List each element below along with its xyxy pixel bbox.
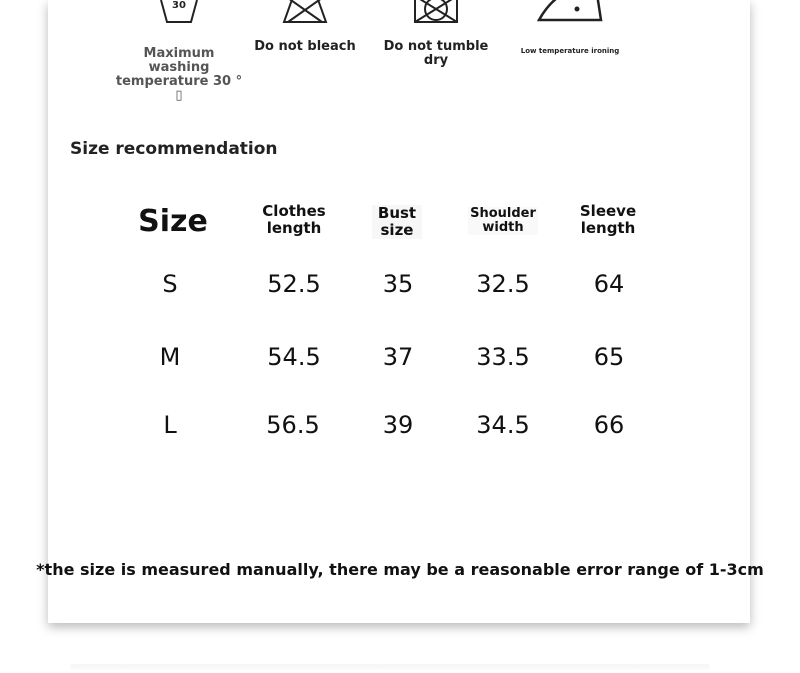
row-s-clothes-length: 52.5	[267, 270, 321, 298]
row-m-size: M	[159, 343, 181, 371]
care-bleach	[250, 0, 360, 54]
care-bleach-label: Do not bleach	[254, 39, 356, 54]
row-l-size: L	[163, 411, 177, 439]
row-l-shoulder: 34.5	[476, 411, 530, 439]
row-l-clothes-length: 56.5	[266, 411, 320, 439]
care-wash	[112, 0, 246, 103]
row-s-size: S	[162, 270, 178, 298]
care-tumble	[370, 0, 502, 68]
header-shoulder-width: Shoulder width	[468, 207, 538, 235]
care-iron-label: Low temperature ironing	[520, 47, 620, 55]
no-bleach-icon	[280, 0, 330, 24]
low-iron-icon	[535, 0, 605, 24]
measurement-note: *the size is measured manually, there may be a reasonable error range of 1-3cm	[36, 560, 764, 579]
next-section-edge	[70, 664, 710, 670]
row-l-bust: 39	[382, 411, 414, 439]
wash-tub-icon	[159, 0, 199, 24]
row-s-sleeve: 64	[593, 270, 625, 298]
row-s-shoulder: 32.5	[476, 270, 530, 298]
care-iron	[520, 0, 620, 58]
header-sleeve-length: Sleeve length	[579, 202, 637, 237]
row-m-bust: 37	[382, 343, 414, 371]
header-clothes-length: Clothes length	[262, 202, 326, 237]
row-s-bust: 35	[382, 270, 414, 298]
size-recommendation-title: Size recommendation	[70, 139, 278, 159]
care-tumble-label: Do not tumble dry	[383, 39, 489, 68]
row-m-sleeve: 65	[593, 343, 625, 371]
svg-text:30: 30	[172, 0, 186, 11]
row-m-shoulder: 33.5	[476, 343, 530, 371]
care-wash-label: Maximum washing temperature 30 ° ▯	[115, 46, 243, 103]
row-l-sleeve: 66	[593, 411, 625, 439]
header-bust-size: Bust size	[372, 205, 422, 239]
row-m-clothes-length: 54.5	[267, 343, 321, 371]
no-tumble-dry-icon	[411, 0, 461, 24]
header-size: Size	[138, 204, 208, 239]
